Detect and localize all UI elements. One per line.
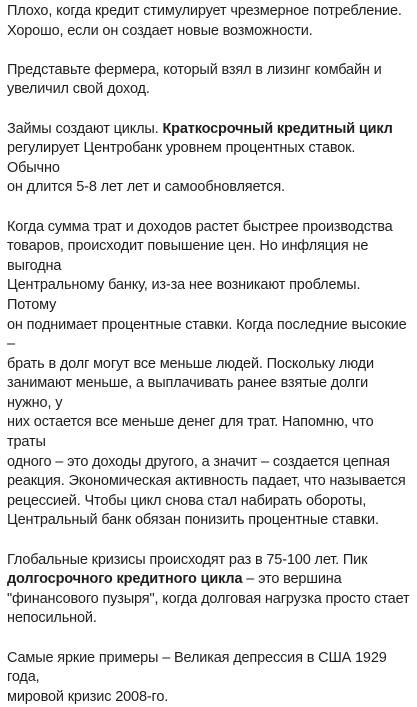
paragraph-text: Глобальные кризисы происходят раз в 75-100 лет. Пик <box>7 551 368 568</box>
paragraph-crisis-examples <box>7 649 411 707</box>
paragraph-text: Представьте фермера, который взял в лизинг комбайн и увеличил свой доход. <box>7 61 382 98</box>
paragraph-text: регулирует Центробанк уровнем процентных ставок. Обычно он длится 5-8 лет лет и самообновляется. <box>7 140 356 196</box>
paragraph-inflation-explanation <box>7 218 411 532</box>
paragraph-text: – это вершина "финансового пузыря", когда долговая нагрузка просто стает непосильной. <box>7 571 410 627</box>
bold-term-short-cycle: Краткосрочный кредитный цикл <box>162 120 393 137</box>
paragraph-text: Самые яркие примеры – Великая депрессия в США 1929 года, мировой кризис 2008-го. <box>7 649 387 705</box>
bold-term-long-cycle: долгосрочного кредитного цикла <box>7 571 243 588</box>
paragraph-text: Займы создают циклы. <box>7 120 163 137</box>
paragraph-farmer-example <box>7 61 411 100</box>
paragraph-text: Плохо, когда кредит стимулирует чрезмерное потребление. Хорошо, если он создает новые возможности. <box>7 3 402 39</box>
paragraph-text: Когда сумма трат и доходов растет быстрее производства товаров, происходит повышение цен. Но инфляция не выгодна Центральному банку, из-за нее возникают проблемы. Потому он поднимает процентные ставки. Когда последние высокие – брать в долг могут все меньше людей. Поскольку люди занимают меньше, а выплачивать ранее взятые долги нужно, у них остается все меньше денег для трат. Напомню, что траты одного – это доходы другого, а значит – создается цепная реакция. Экономическая активность падает, что называется рецессией. Чтобы цикл снова стал набирать обороты, Центральный банк обязан понизить процентные ставки. <box>7 218 407 529</box>
paragraph-long-term-cycle <box>7 551 411 629</box>
paragraph-credit-consumption <box>7 2 411 41</box>
paragraph-short-term-cycle <box>7 120 411 198</box>
